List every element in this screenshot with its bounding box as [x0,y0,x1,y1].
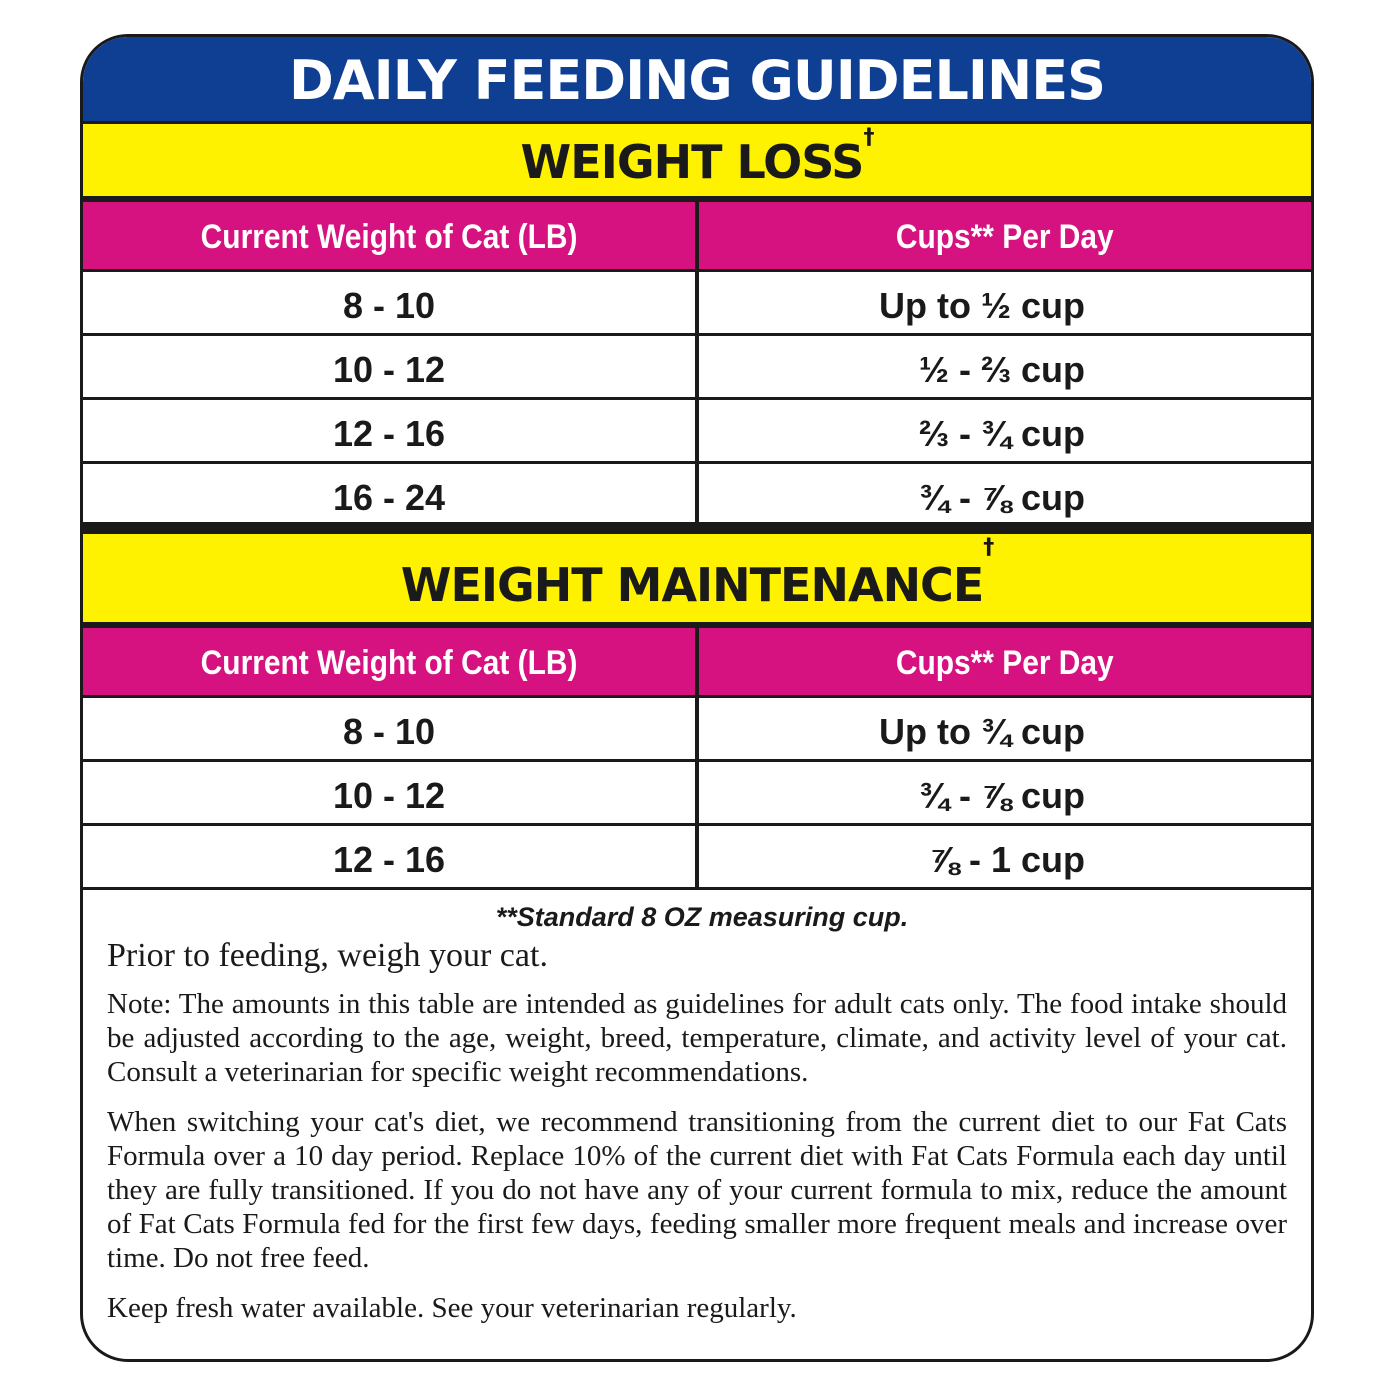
dagger-mark: † [983,535,994,560]
cups-cell: ⅞ - 1 cup [928,839,1085,880]
weight-cell: 16 - 24 [83,464,699,522]
cups-cell: ½ - ⅔ cup [918,349,1085,390]
column-header-weight: Current Weight of Cat (LB) [83,628,699,695]
weight-maintenance-heading [83,528,1311,628]
column-header-cups: Cups** Per Day [896,218,1114,256]
dagger-mark: † [863,125,874,150]
weight-cell: 10 - 12 [83,336,699,397]
table-row [83,464,1311,528]
cups-cell: ¾ - ⅞ cup [918,775,1085,816]
notes-section [83,890,1311,1325]
column-header-weight: Current Weight of Cat (LB) [83,202,699,269]
table-row [83,698,1311,762]
feeding-guidelines-card [80,34,1314,1362]
weight-loss-title: WEIGHT LOSS [520,135,864,189]
table-row [83,400,1311,464]
weight-cell: 8 - 10 [83,698,699,759]
weight-cell: 12 - 16 [83,400,699,461]
cups-cell: Up to ¾ cup [879,711,1085,752]
weight-cell: 8 - 10 [83,272,699,333]
table-row [83,336,1311,400]
table-row [83,272,1311,336]
table-row [83,762,1311,826]
column-header-cups: Cups** Per Day [896,644,1114,682]
weight-maintenance-header-row [83,628,1311,698]
weight-cell: 12 - 16 [83,826,699,887]
cups-cell: ⅔ - ¾ cup [918,413,1085,454]
weight-loss-heading [83,124,1311,202]
guideline-note: Note: The amounts in this table are intended as guidelines for adult cats only. The food intake should be adjusted according to the age, weight, breed, temperature, climate, and activity level of your cat. Consult a veterinarian for specific weight recommendations. [107,988,1287,1088]
water-note: Keep fresh water available. See your veterinarian regularly. [107,1292,797,1324]
table-row [83,826,1311,890]
measuring-cup-footnote: **Standard 8 OZ measuring cup. [495,902,909,932]
weight-maintenance-title: WEIGHT MAINTENANCE [400,558,984,612]
cups-cell: ¾ - ⅞ cup [918,477,1085,518]
weight-loss-header-row [83,202,1311,272]
page-title: DAILY FEEDING GUIDELINES [83,37,1311,124]
weigh-instruction: Prior to feeding, weigh your cat. [107,937,548,974]
cups-cell: Up to ½ cup [879,285,1085,326]
diet-switching-note: When switching your cat's diet, we recommend transitioning from the current diet to our Fat Cats Formula over a 10 day period. Replace 10% of the current diet with Fat Cats Formula each day until they are fully transitioned. If you do not have any of your current formula to mix, reduce the amount of Fat Cats Formula fed for the first few days, feeding smaller more frequent meals and increase over time. Do not free feed. [107,1106,1287,1274]
weight-cell: 10 - 12 [83,762,699,823]
